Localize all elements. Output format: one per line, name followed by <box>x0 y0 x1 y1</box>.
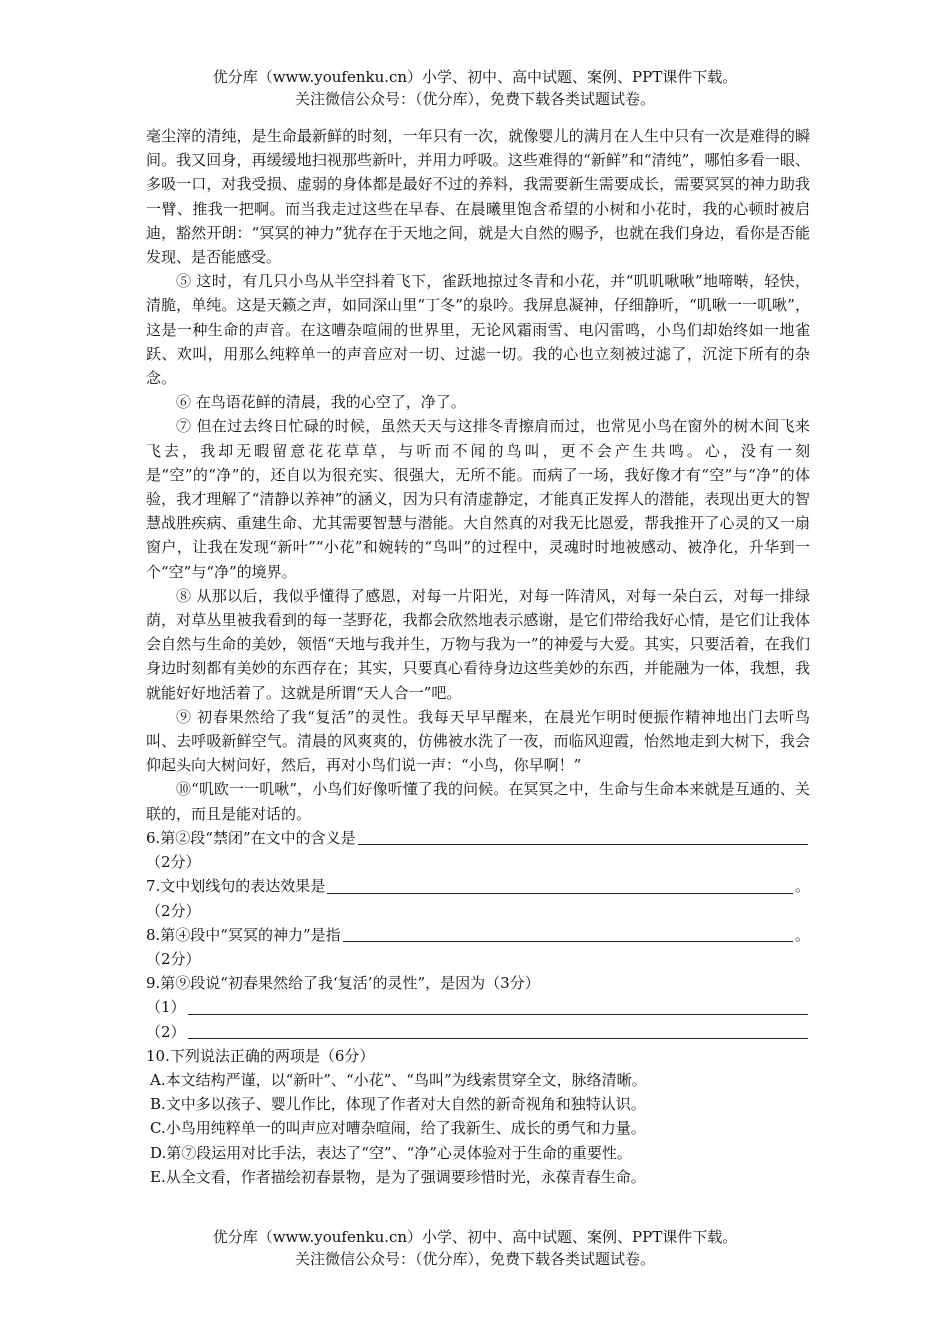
paragraph-5: ⑤ 这时，有几只小鸟从半空抖着飞下，雀跃地掠过冬青和小花，并“叽叽啾啾”地啼啭，轻快，清脆，单纯。这是天籁之声，如同深山里“丁冬”的泉吟。我屏息凝神，仔细静听，“叽啾一一叽啾”，这是一种生命的声音。在这嘈杂喧闹的世界里，无论风霜雨雪、电闪雷鸣，小鸟们却始终如一地雀跃、欢叫，用那么纯粹单一的声音应对一切、过滤一切。我的心也立刻被过滤了，沉淀下所有的杂念。 <box>146 272 810 388</box>
question-7-label: 7.文中划线句的表达效果是 <box>146 877 326 896</box>
paragraph-continued: 毫尘滓的清纯，是生命最新鲜的时刻，一年只有一次，就像婴儿的满月在人生中只有一次是难得的瞬间。我又回身，再缓缓地扫视那些新叶，并用力呼吸。这些难得的“新鲜”和“清纯”，哪怕多看一眼、多吸一口，对我受损、虚弱的身体都是最好不过的养料，我需要新生需要成长，需要冥冥的神力助我一臂、推我一把啊。而当我走过这些在早春、在晨曦里饱含希望的小树和小花时，我的心顿时被启迪，豁然开朗：“冥冥的神力”犹存在于天地之间，就是大自然的赐予，也就在我们身边，看你是否能发现、是否能感受。 <box>146 127 810 267</box>
question-8-label: 8.第④段中“冥冥的神力”是指 <box>146 925 341 944</box>
question-9-part-2-label: （2） <box>146 1022 186 1041</box>
question-10-label: 10.下列说法正确的两项是（6分） <box>146 1046 375 1065</box>
question-6 <box>146 826 810 850</box>
header-line-2: 关注微信公众号：（优分库），免费下载各类试题试卷。 <box>294 90 655 108</box>
question-9-part-2 <box>146 1020 810 1044</box>
question-6-score: （2分） <box>146 853 201 872</box>
question-7-score: （2分） <box>146 901 201 920</box>
question-10-option-e[interactable]: E.从全文看，作者描绘初春景物，是为了强调要珍惜时光，永葆青春生命。 <box>150 1167 646 1186</box>
question-7-answer-line[interactable] <box>327 892 793 894</box>
paragraph-6: ⑥ 在鸟语花鲜的清晨，我的心空了，净了。 <box>176 393 466 412</box>
question-9-part-1-label: （1） <box>146 998 186 1017</box>
question-7-end: 。 <box>794 877 810 896</box>
question-9-part-1 <box>146 995 810 1019</box>
paragraph-7: ⑦ 但在过去终日忙碌的时候，虽然天天与这排冬青擦肩而过，也常见小鸟在窗外的树木间飞来飞去，我却无暇留意花花草草，与听而不闻的鸟叫，更不会产生共鸣。心，没有一刻是“空”的“净”的，还自以为很充实、很强大，无所不能。而病了一场，我好像才有“空”与“净”的体验，我才理解了“清静以养神”的涵义，因为只有清虚静定，才能真正发挥人的潜能，表现出更大的智慧战胜疾病、重建生命、尤其需要智慧与潜能。大自然真的对我无比恩爱，帮我推开了心灵的又一扇窗户，让我在发现“新叶”“小花”和婉转的“鸟叫”的过程中，灵魂时时地被感动、被净化，升华到一个“空”与“净”的境界。 <box>146 417 810 581</box>
footer-line-1: 优分库（www.youfenku.cn）小学、初中、高中试题、案例、PPT课件下载。 <box>212 1228 738 1246</box>
question-8-score: （2分） <box>146 949 201 968</box>
document-body <box>146 124 810 1189</box>
question-9-part-2-answer-line[interactable] <box>188 1037 808 1039</box>
question-6-label: 6.第②段“禁闭”在文中的含义是 <box>146 828 356 847</box>
question-10-option-d[interactable]: D.第⑦段运用对比手法，表达了“空”、“净”心灵体验对于生命的重要性。 <box>150 1143 632 1162</box>
paragraph-9: ⑨ 初春果然给了我“复活”的灵性。我每天早早醒来，在晨光乍明时便振作精神地出门去听鸟叫、去呼吸新鲜空气。清晨的风爽爽的，仿佛被水洗了一夜，而临风迎霞，怡然地走到大树下，我会仰起头向大树问好，然后，再对小鸟们说一声：“小鸟，你早啊！” <box>146 707 810 775</box>
question-7 <box>146 874 810 898</box>
question-8-end: 。 <box>794 925 810 944</box>
paragraph-8: ⑧ 从那以后，我似乎懂得了感恩，对每一片阳光，对每一阵清风，对每一朵白云，对每一排绿荫，对草丛里被我看到的每一茎野花，我都会欣然地表示感谢，是它们带给我好心情，是它们让我体会自然与生命的美妙，领悟“天地与我并生，万物与我为一”的神爱与大爱。其实，只要活着，在我们身边时刻都有美妙的东西存在；其实，只要真心看待身边这些美妙的东西，并能融为一体，我想，我就能好好地活着了。这就是所谓“天人合一”吧。 <box>146 586 810 702</box>
question-10-option-b[interactable]: B.文中多以孩子、婴儿作比，体现了作者对大自然的新奇视角和独特认识。 <box>150 1095 646 1114</box>
paragraph-10: ⑩“叽欧一一叽啾”，小鸟们好像听懂了我的问候。在冥冥之中，生命与生命本来就是互通的、关联的，而且是能对话的。 <box>146 780 810 823</box>
footer-line-2: 关注微信公众号：（优分库），免费下载各类试题试卷。 <box>294 1250 655 1268</box>
question-10-option-c[interactable]: C.小鸟用纯粹单一的叫声应对嘈杂喧闹，给了我新生、成长的勇气和力量。 <box>150 1119 646 1138</box>
question-8-answer-line[interactable] <box>343 940 793 942</box>
page-footer <box>0 1226 950 1270</box>
question-10-option-a[interactable]: A.本文结构严谨，以“新叶”、“小花”、“鸟叫”为线索贯穿全文，脉络清晰。 <box>150 1070 647 1089</box>
page-header <box>0 66 950 110</box>
question-8 <box>146 923 810 947</box>
question-9-label: 9.第⑨段说“初春果然给了我‘复活’的灵性”，是因为（3分） <box>146 974 540 993</box>
question-6-answer-line[interactable] <box>358 843 808 845</box>
question-9-part-1-answer-line[interactable] <box>188 1013 808 1015</box>
header-line-1: 优分库（www.youfenku.cn）小学、初中、高中试题、案例、PPT课件下载。 <box>212 68 738 86</box>
